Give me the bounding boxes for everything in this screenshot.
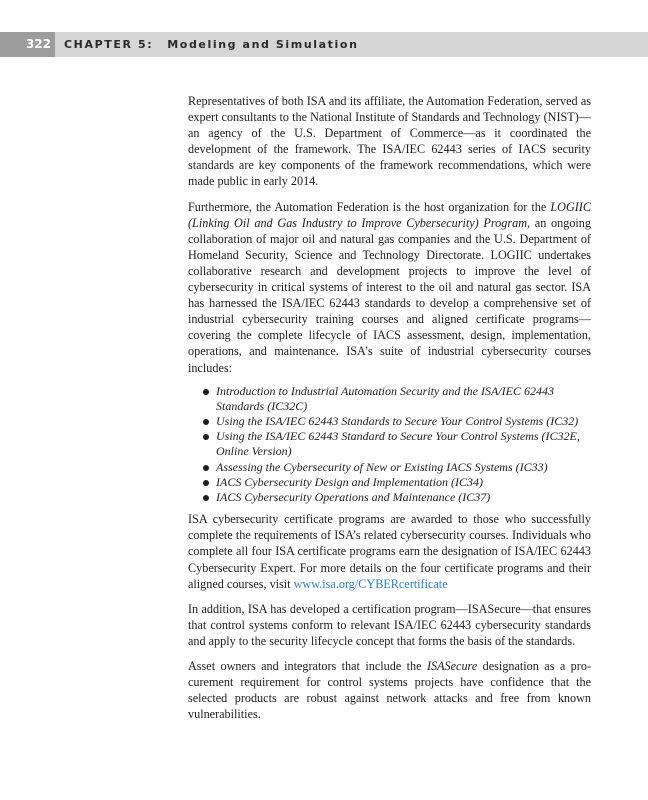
course-title: Introduction to Industrial Automation Security and the ISA/IEC 62443 Standards (IC32C) [216,383,554,413]
bullet-icon [203,465,209,471]
paragraph-isasecure: In addition, ISA has developed a certification program—ISASecure—that ensures that control systems conform to relevant ISA/IEC 62443 cybersecurity standards and apply to the security lifecycle concept that forms the basis of the standards. [188,601,591,648]
course-title: IACS Cybersecurity Operations and Maintenance (IC37) [216,490,491,505]
running-header [0,32,648,57]
course-list [188,384,591,506]
list-item [203,414,591,429]
list-item [203,384,591,414]
list-item [203,490,591,505]
bullet-icon [203,434,209,440]
bullet-icon [203,495,209,501]
paragraph-asset-owners [188,658,591,722]
logiic-text-end: , an ongoing collaboration of major oil and natural gas companies and the U.S. Department of Homeland Security, Science and Technology Directorate. LOGIIC undertakes collaborative research and development projects to improve the level of cybersecurity in critical systems of interest to the oil and natural gas sector. ISA has harnessed the ISA/IEC 62443 standards to develop a comprehensive set of industrial cybersecurity training courses and aligned certificate programs—covering the complete lifecycle of IACS assessment, design, implementation, operations, and maintenance. ISA’s suite of industrial cybersecurity courses includes: [188,215,591,375]
logiic-text-start: Furthermore, the Automation Federation is the host organization for the [188,199,551,214]
paragraph-logiic [188,199,591,376]
isasecure-term: ISASecure [426,658,478,673]
certificate-link[interactable]: www.isa.org/CYBERcertificate [293,576,448,591]
chapter-title: Modeling and Simulation [167,38,359,51]
course-title: Using the ISA/IEC 62443 Standard to Secure Your Control Systems (IC32E, Online Version) [216,429,580,459]
bullet-icon [203,389,209,395]
certificates-text: ISA cybersecurity certificate programs are awarded to those who successfully complete the requirements of ISA’s related cybersecurity courses. Individuals who complete all four ISA certificate programs earn the designation of ISA/IEC 62443 Cybersecurity Expert. For more details on the four certificate programs and their aligned courses, visit [188,512,591,591]
list-item [203,429,591,459]
paragraph-certificates [188,511,591,591]
list-item [203,460,591,475]
logiic-program-name: LOGIIC (Linking Oil and Gas Industry to Improve Cybersecurity) Program [188,199,591,230]
course-title: IACS Cybersecurity Design and Implementation (IC34) [216,474,483,489]
bullet-icon [203,480,209,486]
bullet-icon [203,419,209,425]
chapter-label: CHAPTER 5: [64,38,154,51]
course-title: Using the ISA/IEC 62443 Standards to Secure Your Control Systems (IC32) [216,414,579,428]
asset-owners-text-end: designation as a procurement requirement for control systems projects have confidence that the selected products are robust against network attacks and free from known vulnerabilities. [188,658,591,722]
page-number: 322 [0,32,55,57]
course-title: Assessing the Cybersecurity of New or Existing IACS Systems (IC33) [216,459,548,474]
paragraph-nist-framework: Representatives of both ISA and its affiliate, the Automation Federation, served as expert consultants to the National Institute of Standards and Technology (NIST)—an agency of the U.S. Department of Commerce—as it coordinated the development of the framework. The ISA/IEC 62443 series of IACS security standards are key components of the framework recommendations, which were made public in early 2014. [188,94,591,189]
chapter-heading [64,32,359,57]
body-text [188,93,591,731]
list-item [203,475,591,490]
asset-owners-text-start: Asset owners and integrators that include the [188,658,427,673]
